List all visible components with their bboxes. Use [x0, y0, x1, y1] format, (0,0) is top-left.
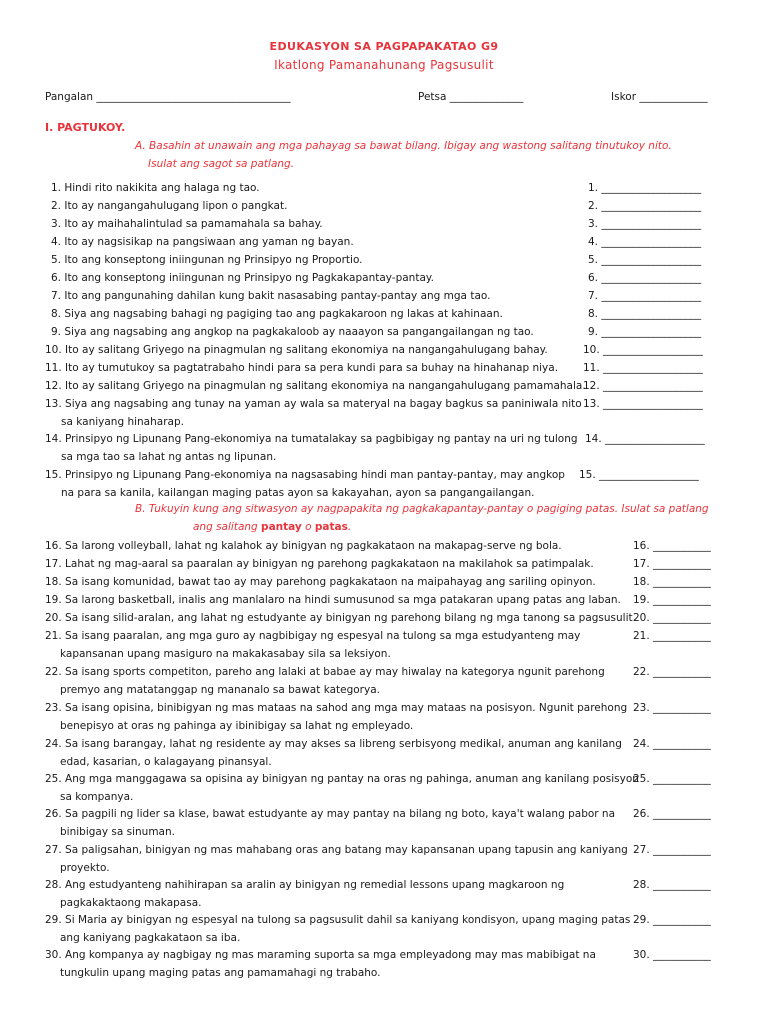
question-item: [45, 911, 630, 947]
question-item: [45, 537, 562, 555]
part-b-instruction: [135, 500, 709, 536]
question-item: [45, 841, 628, 877]
question-text-continuation: sa kaniyang hinaharap.: [61, 416, 184, 428]
answer-blank[interactable]: 28. ___________: [633, 879, 711, 891]
question-text-continuation: sa mga tao sa lahat ng antas ng lipunan.: [61, 451, 277, 463]
question-text: 26. Sa pagpili ng lider sa klase, bawat estudyante ay may pantay na bilang ng boto, kaya't walang pabor na: [45, 808, 616, 820]
question-item: [51, 323, 534, 341]
question-item: [45, 395, 582, 431]
answer-blank[interactable]: 25. ___________: [633, 773, 711, 785]
answer-blank[interactable]: 12. ___________________: [583, 380, 703, 392]
question-text: 13. Siya ang nagsabing ang tunay na yaman ay wala sa materyal na bagay bagkus sa paniniwala nito: [45, 398, 582, 410]
question-text: 24. Sa isang barangay, lahat ng residente ay may akses sa libreng serbisyong medikal, anuman ang kanilang: [45, 738, 622, 750]
answer-blank[interactable]: 11. ___________________: [583, 362, 703, 374]
worksheet-subtitle: Ikatlong Pamanahunang Pagsusulit: [274, 58, 494, 72]
question-item: [45, 699, 627, 735]
part-b-line-1: B. Tukuyin kung ang sitwasyon ay nagpapakita ng pagkakapantay-pantay o pagiging patas. Isulat sa patlang: [135, 503, 709, 515]
question-item: [51, 233, 354, 251]
question-text: 14. Prinsipyo ng Lipunang Pang-ekonomiya na tumatalakay sa pagbibigay ng pantay na uri ng tulong: [45, 433, 578, 445]
question-text-continuation: benepisyo at oras ng pahinga ay ibinibigay sa lahat ng empleyado.: [60, 720, 414, 732]
answer-blank[interactable]: 1. ___________________: [588, 182, 702, 194]
answer-blank[interactable]: 10. ___________________: [583, 344, 703, 356]
question-item: [45, 555, 594, 573]
question-text-continuation: tungkulin upang maging patas ang pamamahagi ng trabaho.: [60, 967, 381, 979]
answer-blank[interactable]: 24. ___________: [633, 738, 711, 750]
worksheet-title: EDUKASYON SA PAGPAPAKATAO G9: [269, 40, 499, 53]
part-a-line-1: A. Basahin at unawain ang mga pahayag sa bawat bilang. Ibigay ang wastong salitang tinutukoy nito.: [135, 140, 672, 152]
part-a-line-2: Isulat ang sagot sa patlang.: [148, 158, 295, 170]
answer-blank[interactable]: 3. ___________________: [588, 218, 702, 230]
question-text: 17. Lahat ng mag-aaral sa paaralan ay binigyan ng parehong pagkakataon na makilahok sa patimpalak.: [45, 558, 594, 570]
question-text-continuation: pagkakaktaong makapasa.: [60, 897, 202, 909]
date-field: Petsa ______________: [418, 91, 524, 103]
answer-blank[interactable]: 8. ___________________: [588, 308, 702, 320]
question-item: [45, 663, 605, 699]
question-item: [51, 215, 323, 233]
answer-blank[interactable]: 13. ___________________: [583, 398, 703, 410]
question-text: 8. Siya ang nagsabing bahagi ng pagiging tao ang pagkakaroon ng lakas at kahinaan.: [51, 308, 503, 320]
answer-blank[interactable]: 14. ___________________: [585, 433, 705, 445]
keyword-pantay: pantay: [261, 521, 302, 533]
score-field: Iskor _____________: [611, 91, 708, 103]
question-item: [51, 269, 434, 287]
question-text-continuation: binibigay sa sinuman.: [60, 826, 175, 838]
keyword-patas: patas: [314, 521, 348, 533]
question-text-continuation: premyo ang matatanggap ng mananalo sa bawat kategorya.: [60, 684, 380, 696]
answer-blank[interactable]: 18. ___________: [633, 576, 711, 588]
question-text: 3. Ito ay maihahalintulad sa pamamahala sa bahay.: [51, 218, 323, 230]
answer-blank[interactable]: 17. ___________: [633, 558, 711, 570]
question-text: 20. Sa isang silid-aralan, ang lahat ng estudyante ay binigyan ng parehong bilang ng mga tanong sa pagsusulit.: [45, 612, 636, 624]
answer-blank[interactable]: 20. ___________: [633, 612, 711, 624]
question-text: 5. Ito ang konseptong iniingunan ng Prinsipyo ng Proportio.: [51, 254, 363, 266]
question-item: [45, 359, 558, 377]
question-text-continuation: edad, kasarian, o kalagayang pinansyal.: [60, 756, 272, 768]
question-text: 2. Ito ay nangangahulugang lipon o pangkat.: [51, 200, 288, 212]
question-item: [51, 287, 490, 305]
answer-blank[interactable]: 21. ___________: [633, 630, 711, 642]
question-item: [45, 591, 621, 609]
name-field: Pangalan _____________________________________: [45, 91, 291, 103]
answer-blank[interactable]: 23. ___________: [633, 702, 711, 714]
answer-blank[interactable]: 15. ___________________: [579, 469, 699, 481]
question-text: 7. Ito ang pangunahing dahilan kung bakit nasasabing pantay-pantay ang mga tao.: [51, 290, 491, 302]
answer-blank[interactable]: 2. ___________________: [588, 200, 702, 212]
question-text: 30. Ang kompanya ay nagbigay ng mas maraming suporta sa mga empleyadong may mas mabibigat na: [45, 949, 596, 961]
question-item: [45, 876, 564, 912]
question-text: 23. Sa isang opisina, binibigyan ng mas mataas na sahod ang mga may mataas na posisyon. Ngunit parehong: [45, 702, 628, 714]
question-item: [51, 179, 260, 197]
question-text: 9. Siya ang nagsabing ang angkop na pagkakaloob ay naaayon sa pangangailangan ng tao.: [51, 326, 534, 338]
question-text: 27. Sa paligsahan, binigyan ng mas mahabang oras ang batang may kapansanan upang tapusin ang kaniyang: [45, 844, 628, 856]
question-text-continuation: ang kaniyang pagkakataon sa iba.: [60, 932, 241, 944]
part-b-text: ang salitang: [193, 521, 262, 533]
question-text: 22. Sa isang sports competiton, pareho ang lalaki at babae ay may hiwalay na kategorya ngunit parehong: [45, 666, 605, 678]
question-item: [45, 946, 596, 982]
part-b-text: o: [301, 521, 315, 533]
question-item: [45, 466, 565, 502]
question-item: [45, 430, 578, 466]
question-item: [45, 627, 580, 663]
question-item: [51, 197, 287, 215]
question-text-continuation: na para sa kanila, kailangan maging patas ayon sa kakayahan, ayon sa pangangailangan.: [61, 487, 535, 499]
part-b-line-2: [135, 518, 709, 536]
question-text-continuation: sa kompanya.: [60, 791, 134, 803]
question-text: 12. Ito ay salitang Griyego na pinagmulan ng salitang ekonomiya na nangangahulugang pamamahala.: [45, 380, 586, 392]
answer-blank[interactable]: 5. ___________________: [588, 254, 702, 266]
part-b-text: .: [347, 521, 352, 533]
question-text: 29. Si Maria ay binigyan ng espesyal na tulong sa pagsusulit dahil sa kaniyang kondisyon, upang maging patas: [45, 914, 631, 926]
section-heading: I. PAGTUKOY.: [45, 121, 126, 134]
question-item: [45, 573, 596, 591]
question-text: 1. Hindi rito nakikita ang halaga ng tao.: [51, 182, 260, 194]
answer-blank[interactable]: 22. ___________: [633, 666, 711, 678]
question-text: 25. Ang mga manggagawa sa opisina ay binigyan ng pantay na oras ng pahinga, anuman ang kanilang posisyon: [45, 773, 639, 785]
question-item: [45, 609, 636, 627]
question-text: 18. Sa isang komunidad, bawat tao ay may parehong pagkakataon na maipahayag ang sariling opinyon.: [45, 576, 596, 588]
question-text: 11. Ito ay tumutukoy sa pagtatrabaho hindi para sa pera kundi para sa buhay na hinahanap niya.: [45, 362, 559, 374]
question-text-continuation: proyekto.: [60, 862, 110, 874]
question-text: 6. Ito ang konseptong iniingunan ng Prinsipyo ng Pagkakapantay-pantay.: [51, 272, 434, 284]
answer-blank[interactable]: 7. ___________________: [588, 290, 702, 302]
part-a-instruction: [135, 137, 672, 173]
answer-blank[interactable]: 30. ___________: [633, 949, 711, 961]
question-text: 10. Ito ay salitang Griyego na pinagmulan ng salitang ekonomiya na nangangahulugang bahay.: [45, 344, 548, 356]
question-text: 15. Prinsipyo ng Lipunang Pang-ekonomiya na nagsasabing hindi man pantay-pantay, may angkop: [45, 469, 565, 481]
question-item: [45, 735, 622, 771]
answer-blank[interactable]: 16. ___________: [633, 540, 711, 552]
question-item: [51, 251, 363, 269]
question-text: 21. Sa isang paaralan, ang mga guro ay nagbibigay ng espesyal na tulong sa mga estudyanteng may: [45, 630, 581, 642]
answer-blank[interactable]: 9. ___________________: [588, 326, 702, 338]
question-text: 16. Sa larong volleyball, lahat ng kalahok ay binigyan ng pagkakataon na makapag-serve ng bola.: [45, 540, 562, 552]
question-item: [45, 341, 548, 359]
question-text: 28. Ang estudyanteng nahihirapan sa aralin ay binigyan ng remedial lessons upang magkaroon ng: [45, 879, 565, 891]
answer-blank[interactable]: 19. ___________: [633, 594, 711, 606]
question-item: [45, 770, 639, 806]
question-text-continuation: kapansanan upang masiguro na makakasabay sila sa leksiyon.: [60, 648, 391, 660]
question-item: [51, 305, 503, 323]
answer-blank[interactable]: 27. ___________: [633, 844, 711, 856]
question-text: 19. Sa larong basketball, inalis ang manlalaro na hindi sumusunod sa mga patakaran upang patas ang laban.: [45, 594, 621, 606]
answer-blank[interactable]: 4. ___________________: [588, 236, 702, 248]
answer-blank[interactable]: 6. ___________________: [588, 272, 702, 284]
question-text: 4. Ito ay nagsisikap na pangsiwaan ang yaman ng bayan.: [51, 236, 354, 248]
question-item: [45, 377, 586, 395]
answer-blank[interactable]: 29. ___________: [633, 914, 711, 926]
question-item: [45, 805, 615, 841]
answer-blank[interactable]: 26. ___________: [633, 808, 711, 820]
